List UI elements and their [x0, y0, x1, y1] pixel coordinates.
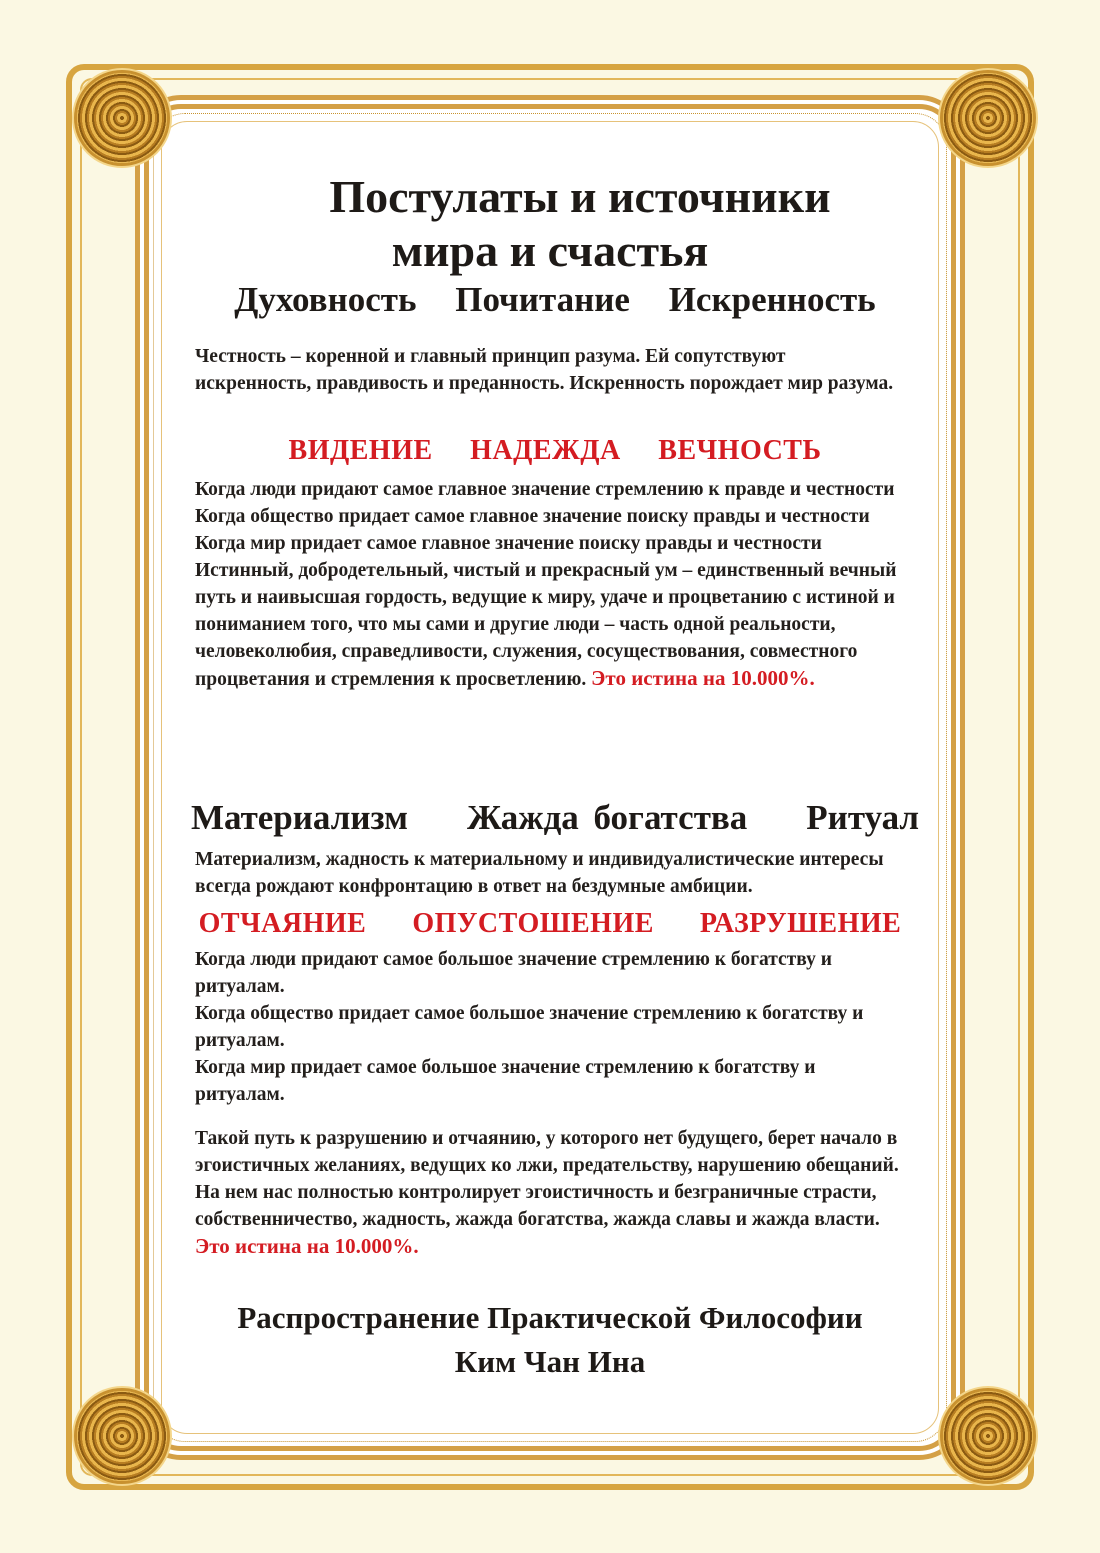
positive-paragraph-text: Истинный, добродетельный, чистый и прекрасный ум – единственный вечный путь и наивысшая гордость, ведущие к миру, удаче и процветанию с истиной и пониманием того, что мы сами и другие люди – часть одной реальности, человеколюбия, справедливости, служения, сосуществования, совместного процветания и стремления к просветлению. [195, 560, 897, 690]
negative-block [195, 946, 905, 1108]
positive-paragraph [195, 557, 905, 693]
negative-outcomes-heading [190, 906, 910, 942]
truth-statement-2: Это истина на 10.000%. [195, 1234, 419, 1258]
positive-block [195, 476, 905, 693]
vice-thirst-for-wealth: Жажда богатства [466, 798, 748, 837]
positive-outcomes-heading [200, 433, 910, 469]
negative-line-world: Когда мир придает самое большое значение стремлению к богатству и ритуалам. [195, 1057, 816, 1105]
page-title-line1: Постулаты и источники [329, 171, 831, 222]
negative-line-society: Когда общество придает самое большое значение стремлению к богатству и ритуалам. [195, 1003, 864, 1051]
gold-medallion-icon [77, 73, 167, 163]
positive-line-world: Когда мир придает самое главное значение поиску правды и честности [195, 533, 822, 554]
intro-text: Честность – коренной и главный принцип разума. Ей сопутствуют искренность, правдивость и преданность. Искренность порождает мир разума. [195, 346, 894, 394]
footer-line1: Распространение Практической Философии [237, 1300, 863, 1335]
outcome-devastation: ОПУСТОШЕНИЕ [412, 908, 654, 939]
gold-medallion-icon [943, 73, 1033, 163]
outcome-despair: ОТЧАЯНИЕ [198, 908, 367, 939]
positive-line-people: Когда люди придают самое главное значение стремлению к правде и честности [195, 479, 895, 500]
gold-medallion-icon [943, 1391, 1033, 1481]
truth-statement: Это истина на 10.000%. [591, 666, 815, 690]
outcome-destruction: РАЗРУШЕНИЕ [699, 908, 902, 939]
page-title-line2: мира и счастья [391, 225, 709, 276]
virtue-reverence: Почитание [455, 280, 630, 319]
outcome-vision: ВИДЕНИЕ [288, 435, 433, 466]
virtue-sincerity: Искренность [668, 280, 876, 319]
footer-author: Ким Чан Ина [454, 1344, 646, 1379]
vices-text: Материализм, жадность к материальному и индивидуалистические интересы всегда рождают конфронтацию в ответ на бездумные амбиции. [195, 849, 884, 897]
negative-paragraph-block [195, 1125, 905, 1260]
negative-line-people: Когда люди придают самое большое значение стремлению к богатству и ритуалам. [195, 949, 832, 997]
virtue-spirituality: Духовность [234, 280, 417, 319]
vice-materialism: Материализм [190, 798, 408, 837]
outcome-hope: НАДЕЖДА [470, 435, 621, 466]
gold-medallion-icon [77, 1391, 167, 1481]
outcome-eternity: ВЕЧНОСТЬ [658, 435, 822, 466]
negative-paragraph: Такой путь к разрушению и отчаянию, у которого нет будущего, берет начало в эгоистичных желаниях, ведущих ко лжи, предательству, нарушению обещаний. На нем нас полностью контролирует эгоистичность и безграничные страсти, собственничество, жадность, жажда богатства, жажда славы и жажда власти. [195, 1128, 899, 1230]
vices-heading [160, 796, 950, 840]
positive-line-society: Когда общество придает самое главное значение поиску правды и честности [195, 506, 870, 527]
virtues-heading [160, 278, 950, 322]
vice-ritual: Ритуал [806, 798, 920, 837]
